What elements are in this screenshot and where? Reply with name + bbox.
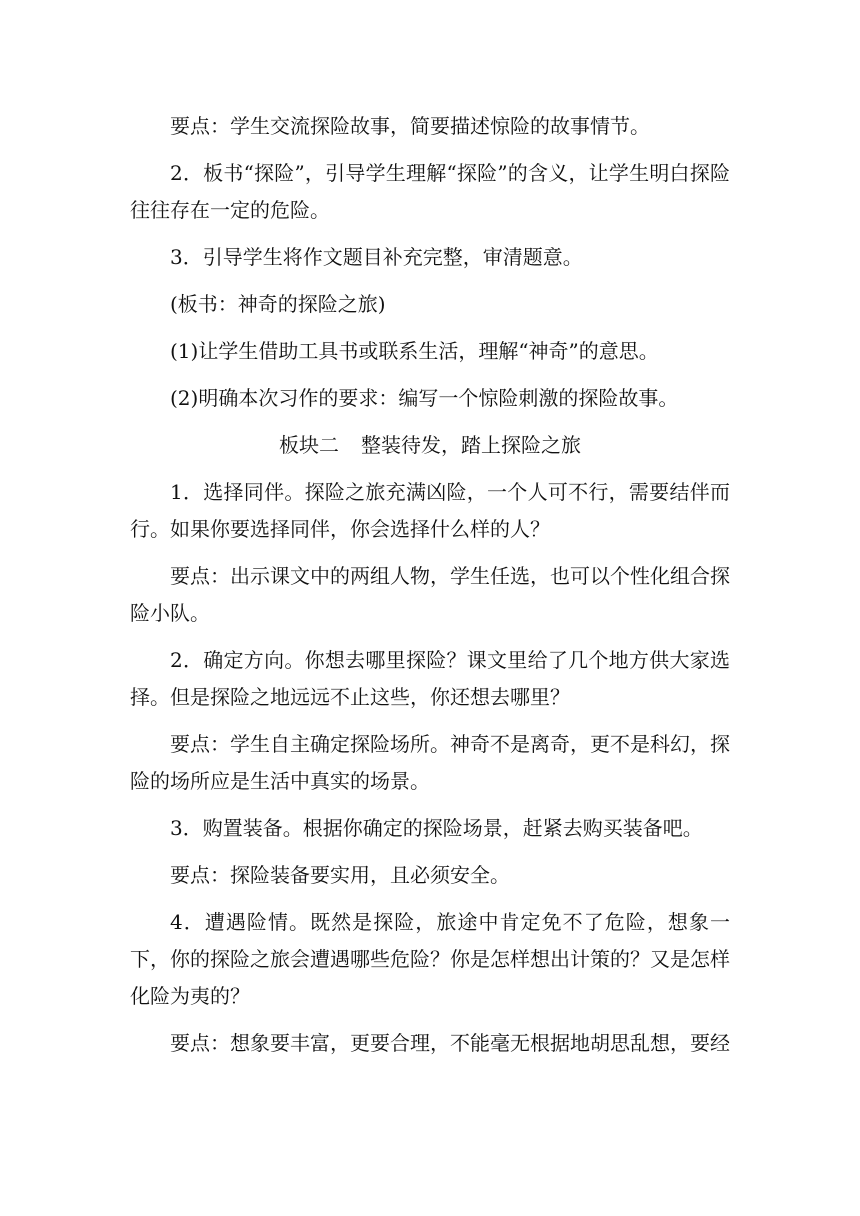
section-heading	[130, 427, 730, 464]
paragraph: 3．引导学生将作文题目补充完整，审清题意。	[170, 245, 583, 269]
section-heading-number: 板块二	[279, 433, 339, 457]
paragraph: 要点：想象要丰富，更要合理，不能毫无根据地胡思乱想，要经	[170, 1031, 730, 1055]
paragraph: 2．确定方向。你想去哪里探险？课文里给了几个地方供大家选择。但是探险之地远远不止这些，你还想去哪里？	[130, 648, 730, 709]
paragraph: (板书：神奇的探险之旅)	[170, 292, 386, 316]
paragraph: 2．板书“探险”，引导学生理解“探险”的含义，让学生明白探险往往存在一定的危险。	[130, 161, 730, 222]
paragraph: (1)让学生借助工具书或联系生活，理解“神奇”的意思。	[170, 339, 659, 363]
paragraph: (2)明确本次习作的要求：编写一个惊险刺激的探险故事。	[170, 386, 679, 410]
paragraph: 1．选择同伴。探险之旅充满凶险，一个人可不行，需要结伴而行。如果你要选择同伴，你会选择什么样的人？	[130, 480, 730, 541]
paragraph: 4．遭遇险情。既然是探险，旅途中肯定免不了危险，想象一下，你的探险之旅会遭遇哪些危险？你是怎样想出计策的？又是怎样化险为夷的？	[130, 910, 730, 1008]
paragraph: 要点：学生交流探险故事，简要描述惊险的故事情节。	[170, 114, 650, 138]
document-page	[130, 108, 730, 1072]
section-heading-title: 整装待发，踏上探险之旅	[361, 433, 581, 457]
paragraph: 要点：探险装备要实用，且必须安全。	[170, 863, 510, 887]
paragraph: 3．购置装备。根据你确定的探险场景，赶紧去购买装备吧。	[170, 816, 703, 840]
paragraph: 要点：出示课文中的两组人物，学生任选，也可以个性化组合探险小队。	[130, 564, 730, 625]
paragraph: 要点：学生自主确定探险场所。神奇不是离奇，更不是科幻，探险的场所应是生活中真实的场景。	[130, 732, 730, 793]
